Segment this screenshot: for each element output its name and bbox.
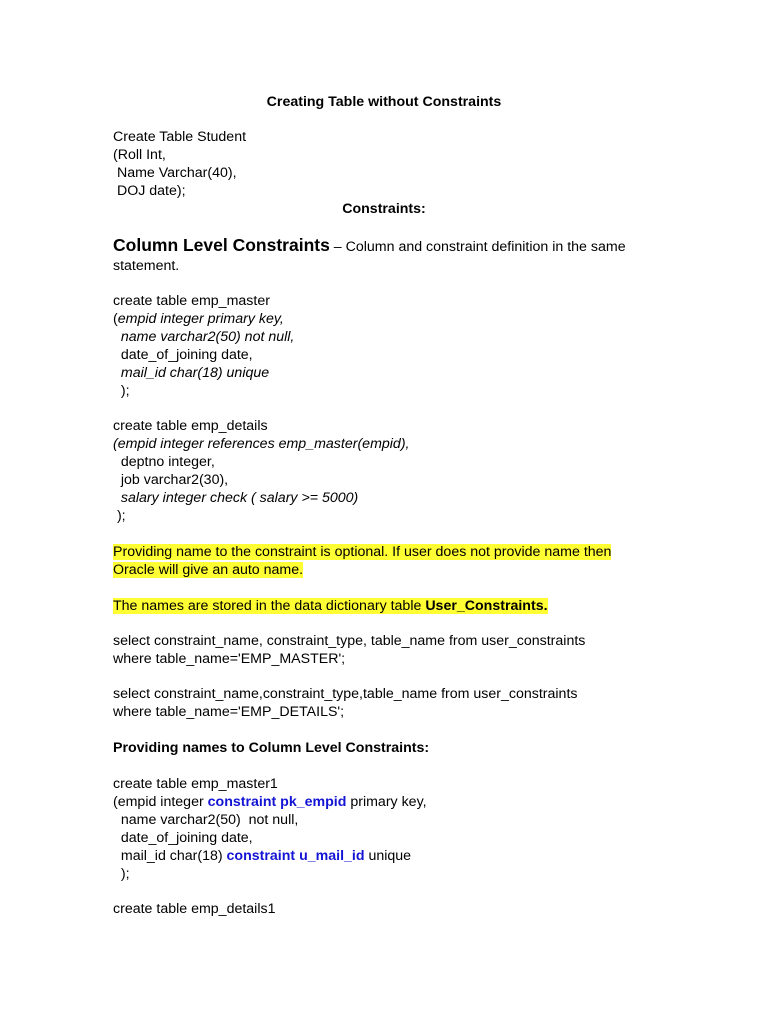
note-optional-text-1: Providing name to the constraint is optional. If user does not provide name then xyxy=(113,544,612,560)
emp-master1-primary-key: primary key, xyxy=(346,794,427,810)
constraints-heading: Constraints: xyxy=(342,201,426,217)
query-2-line-1: select constraint_name,constraint_type,table_name from user_constraints xyxy=(113,686,578,702)
student-line-3: Name Varchar(40), xyxy=(113,165,237,181)
emp-master-line-6: ); xyxy=(113,383,130,399)
emp-master1-line-4: date_of_joining date, xyxy=(113,830,253,846)
emp-master1-line-5 xyxy=(113,847,411,865)
emp-master1-line-1: create table emp_master1 xyxy=(113,776,278,792)
note-optional-text-2: Oracle will give an auto name. xyxy=(113,562,304,578)
emp-master-line-4: date_of_joining date, xyxy=(113,347,253,363)
emp-details-line-5: salary integer check ( salary >= 5000) xyxy=(113,490,359,506)
emp-master-empid: empid integer primary key, xyxy=(117,311,284,327)
emp-master-line-5: mail_id char(18) unique xyxy=(113,365,270,381)
column-level-line xyxy=(113,236,626,256)
constraint-pk-empid: constraint pk_empid xyxy=(207,794,347,810)
note-dictionary-bold: User_Constraints. xyxy=(425,598,548,614)
student-line-4: DOJ date); xyxy=(113,183,186,199)
emp-master-line-1: create table emp_master xyxy=(113,293,270,309)
emp-master-line-3: name varchar2(50) not null, xyxy=(113,329,295,345)
emp-master1-line-3: name varchar2(50) not null, xyxy=(113,812,299,828)
note-optional-line-2 xyxy=(113,561,303,579)
emp-details1-line-1: create table emp_details1 xyxy=(113,901,276,917)
emp-master1-line-2 xyxy=(113,793,427,811)
column-level-heading: Column Level Constraints xyxy=(113,235,330,255)
naming-heading: Providing names to Column Level Constraints: xyxy=(113,740,430,756)
query-1-line-2: where table_name='EMP_MASTER'; xyxy=(113,651,346,667)
emp-master1-mail-id: mail_id char(18) xyxy=(113,848,227,864)
emp-details-line-6: ); xyxy=(113,508,126,524)
column-level-desc: – Column and constraint definition in the same xyxy=(329,239,626,255)
emp-master1-empid: (empid integer xyxy=(113,794,208,810)
student-line-1: Create Table Student xyxy=(113,129,247,145)
emp-master-paren: ( xyxy=(113,311,118,327)
emp-master1-unique: unique xyxy=(364,848,412,864)
emp-details-line-3: deptno integer, xyxy=(113,454,215,470)
note-optional-line-1 xyxy=(113,543,611,561)
constraint-u-mail-id: constraint u_mail_id xyxy=(226,848,365,864)
emp-details-line-4: job varchar2(30), xyxy=(113,472,229,488)
student-line-2: (Roll Int, xyxy=(113,147,166,163)
emp-master-line-2 xyxy=(113,310,284,328)
column-level-desc-2: statement. xyxy=(113,258,180,274)
page-title: Creating Table without Constraints xyxy=(266,94,502,110)
note-dictionary-text: The names are stored in the data dictionary table xyxy=(113,598,426,614)
emp-master1-line-6: ); xyxy=(113,866,130,882)
emp-details-line-2: (empid integer references emp_master(empid), xyxy=(113,436,410,452)
note-dictionary-line xyxy=(113,597,548,615)
emp-details-line-1: create table emp_details xyxy=(113,418,268,434)
query-2-line-2: where table_name='EMP_DETAILS'; xyxy=(113,704,345,720)
query-1-line-1: select constraint_name, constraint_type, table_name from user_constraints xyxy=(113,633,586,649)
